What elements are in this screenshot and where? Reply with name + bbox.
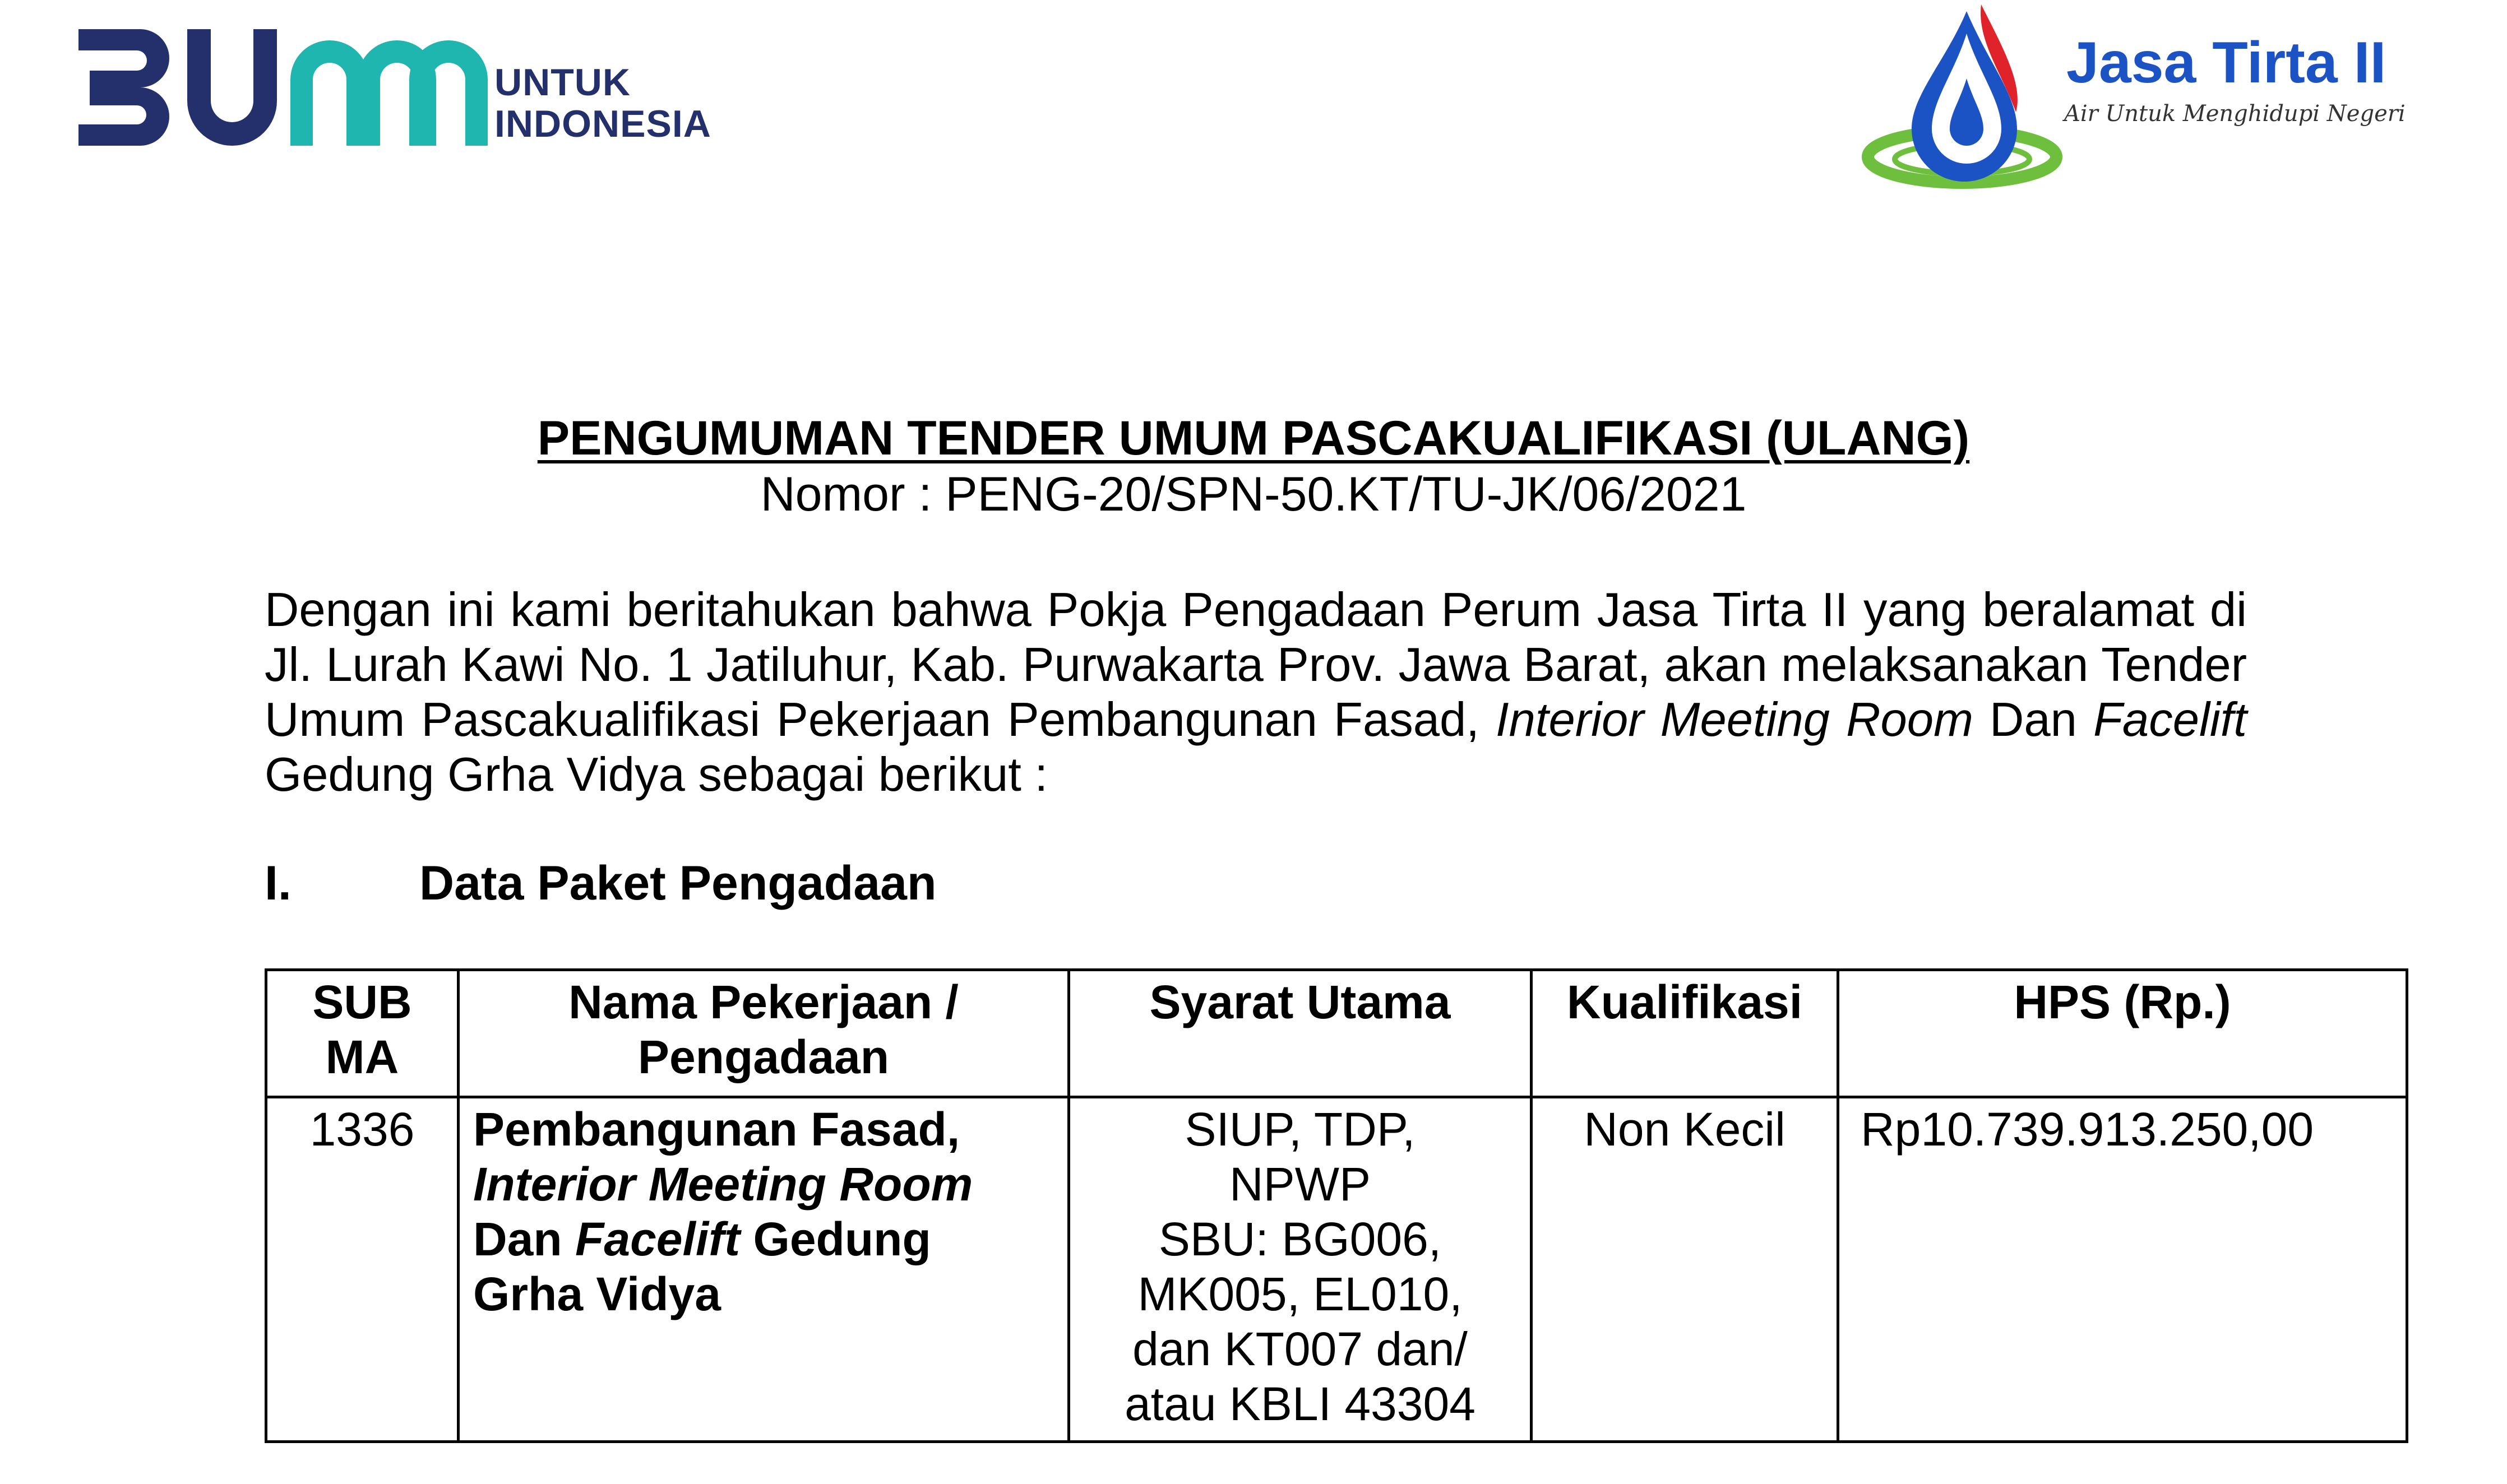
document-title: PENGUMUMAN TENDER UMUM PASCAKUALIFIKASI (ULANG) xyxy=(537,411,1970,465)
intro-paragraph: Dengan ini kami beritahukan bahwa Pokja Pengadaan Perum Jasa Tirta II yang beralamat di Jl. Lurah Kawi No. 1 Jatiluhur, Kab. Purwakarta Prov. Jawa Barat, akan melaksanakan Tender Umum Pascakualifikasi Pekerjaan Pembangunan Fasad, Interior Meeting Room Dan Facelift Gedung Grha Vidya sebagai berikut : xyxy=(265,583,2247,801)
jasa-tirta-logo xyxy=(1861,0,2467,202)
cell-hps: Rp10.739.913.250,00 xyxy=(1838,1097,2407,1442)
section-heading xyxy=(265,855,936,911)
document-number: Nomor : PENG-20/SPN-50.KT/TU-JK/06/2021 xyxy=(760,467,1747,521)
header-syarat-utama: Syarat Utama xyxy=(1069,970,1532,1097)
bumn-logo xyxy=(78,29,751,152)
jasa-tirta-name: Jasa Tirta II xyxy=(2066,30,2386,95)
cell-sub-ma: 1336 xyxy=(266,1097,459,1442)
cell-syarat-utama: SIUP, TDP, NPWP SBU: BG006, MK005, EL010, dan KT007 dan/ atau KBLI 43304 xyxy=(1069,1097,1532,1442)
header-nama-pekerjaan: Nama Pekerjaan / Pengadaan xyxy=(459,970,1069,1097)
bumn-tagline-line2: INDONESIA xyxy=(494,103,711,145)
jasa-tirta-tagline: Air Untuk Menghidupi Negeri xyxy=(2064,101,2406,127)
bumn-tagline-line1: UNTUK xyxy=(494,61,631,104)
cell-nama-pekerjaan: Pembangunan Fasad, Interior Meeting Room Dan Facelift Gedung Grha Vidya xyxy=(459,1097,1069,1442)
section-title: Data Paket Pengadaan xyxy=(419,856,937,910)
header-hps: HPS (Rp.) xyxy=(1838,970,2407,1097)
header-sub-ma: SUB MA xyxy=(266,970,459,1097)
bumn-logo-mark xyxy=(78,29,488,147)
table-header-row xyxy=(266,970,2407,1097)
table-row xyxy=(266,1097,2407,1442)
bumn-tagline xyxy=(494,62,711,145)
procurement-table xyxy=(265,968,2408,1443)
header-kualifikasi: Kualifikasi xyxy=(1532,970,1838,1097)
section-number: I. xyxy=(265,856,292,910)
water-drop-icon xyxy=(1861,0,2085,202)
cell-kualifikasi: Non Kecil xyxy=(1532,1097,1838,1442)
